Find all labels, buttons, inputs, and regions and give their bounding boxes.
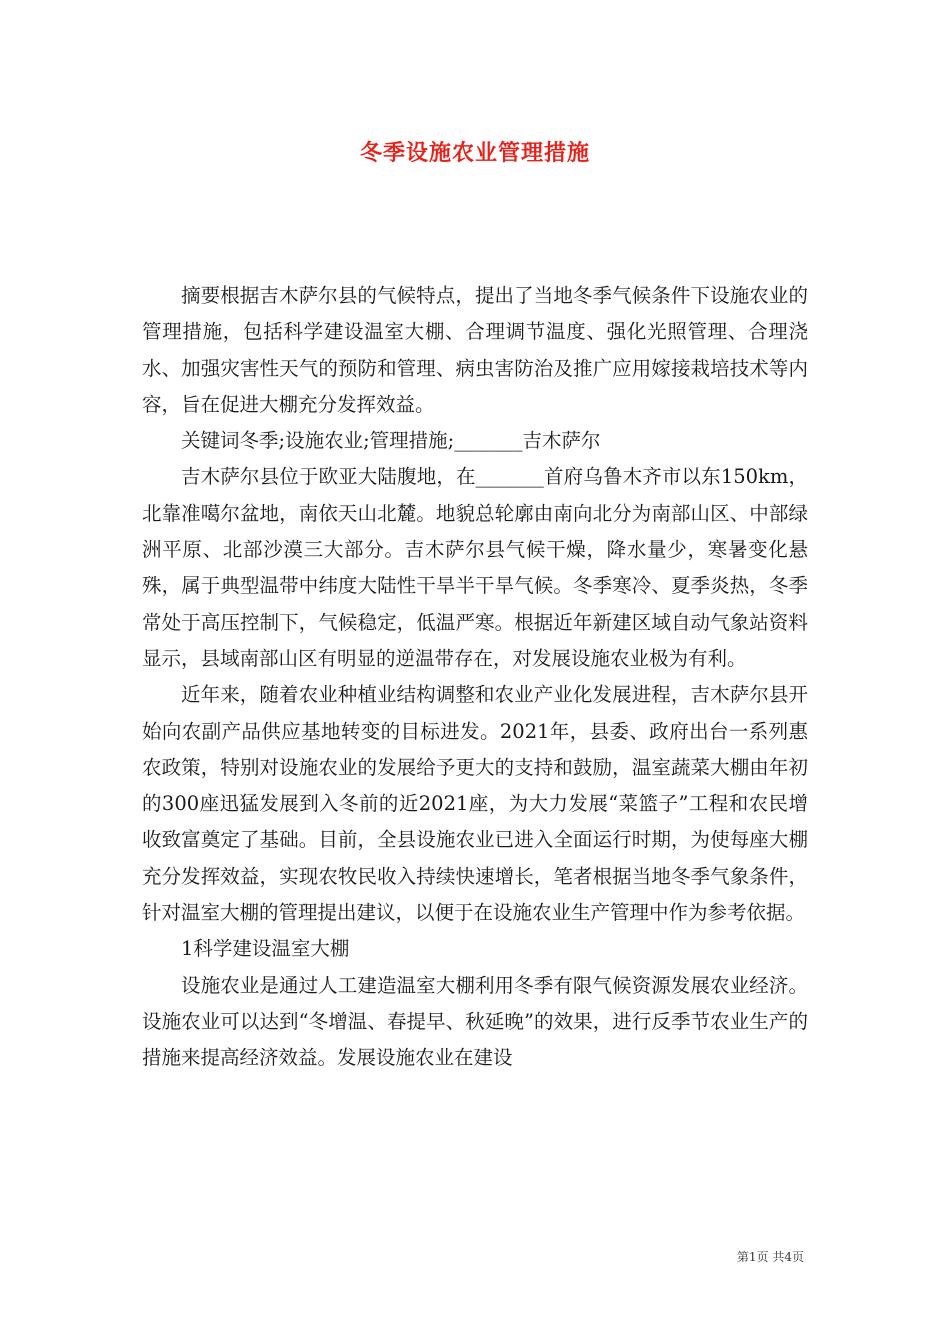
body-paragraph: 设施农业是通过人工建造温室大棚利用冬季有限气候资源发展农业经济。设施农业可以达到“冬增温、春提早、秋延晚”的效果，进行反季节农业生产的措施来提高经济效益。发展设施农业在建设 bbox=[142, 973, 808, 1070]
section-heading: 1科学建设温室大棚 bbox=[181, 937, 350, 961]
document-title: 冬季设施农业管理措施 bbox=[359, 140, 590, 166]
body-paragraph: 吉木萨尔县位于欧亚大陆腹地，在_______首府乌鲁木齐市以东150km，北靠准噶尔盆地，南依天山北麓。地貌总轮廓由南向北分为南部山区、中部绿洲平原、北部沙漠三大部分。吉木萨尔县气候干燥，降水量少，寒暑变化悬殊，属于典型温带中纬度大陆性干旱半干旱气候。冬季寒冷、夏季炎热，冬季常处于高压控制下，气候稳定，低温严寒。根据近年新建区域自动气象站资料显示，县域南部山区有明显的逆温带存在，对发展设施农业极为有利。 bbox=[142, 465, 808, 670]
body-paragraph: 近年来，随着农业种植业结构调整和农业产业化发展进程，吉木萨尔县开始向农副产品供应基地转变的目标进发。2021年，县委、政府出台一系列惠农政策，特别对设施农业的发展给予更大的支持和鼓励，温室蔬菜大棚由年初的300座迅猛发展到入冬前的近2021座，为大力发展“菜篮子”工程和农民增收致富奠定了基础。目前，全县设施农业已进入全面运行时期，为使每座大棚充分发挥效益，实现农牧民收入持续快速增长，笔者根据当地冬季气象条件，针对温室大棚的管理提出建议，以便于在设施农业生产管理中作为参考依据。 bbox=[142, 683, 808, 925]
abstract-paragraph: 摘要根据吉木萨尔县的气候特点，提出了当地冬季气候条件下设施农业的管理措施，包括科学建设温室大棚、合理调节温度、强化光照管理、合理浇水、加强灾害性天气的预防和管理、病虫害防治及推广应用嫁接栽培技术等内容，旨在促进大棚充分发挥效益。 bbox=[142, 284, 808, 416]
page-number: 第1页 共4页 bbox=[736, 1250, 804, 1264]
document-body bbox=[142, 278, 808, 1077]
keywords-paragraph: 关键词冬季;设施农业;管理措施;_______吉木萨尔 bbox=[181, 429, 601, 453]
